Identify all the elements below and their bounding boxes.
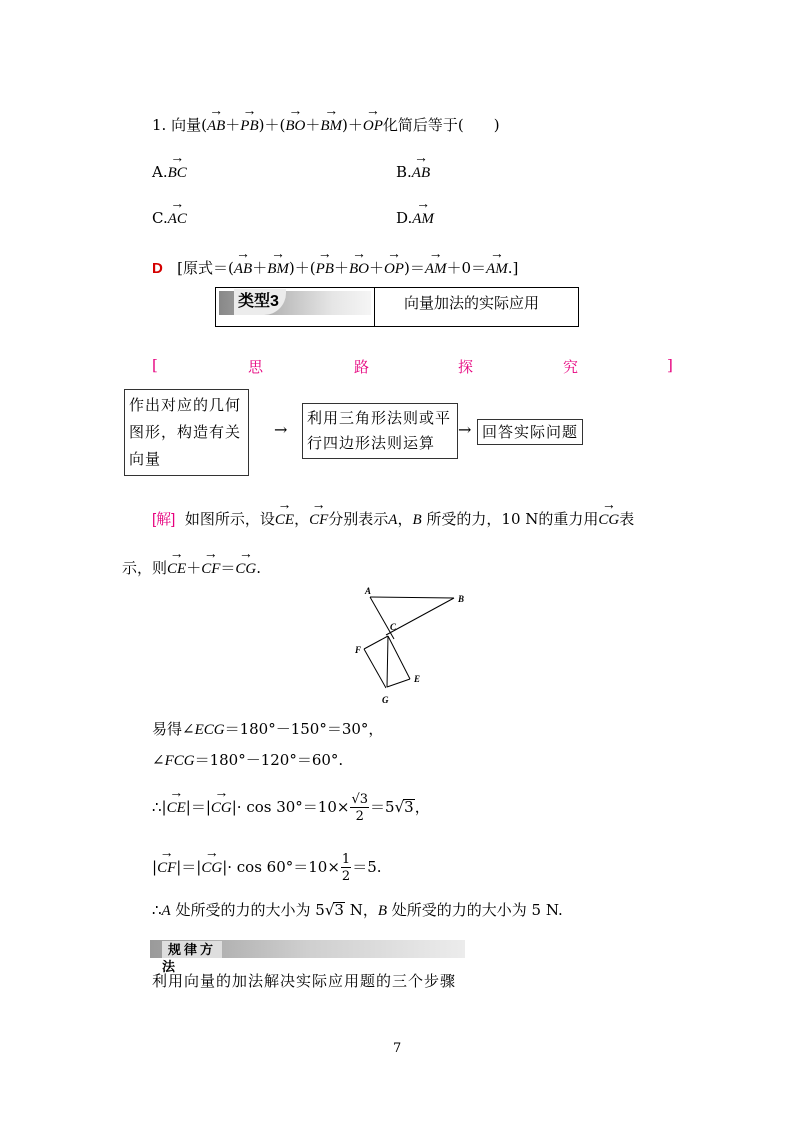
vector-op: → OP [363, 118, 383, 135]
line-fg [364, 649, 386, 688]
flow-arrow-2: → [458, 420, 472, 439]
fraction-root3-over-2: $\frac{√3}{2}$ [351, 792, 369, 824]
option-a: A.→ BC [152, 163, 187, 182]
math-line-4: |→ CF|＝|→ CG|· cos 60°＝10× $\frac{1}{2}$ ＝5. [152, 853, 382, 883]
force-diagram [350, 583, 480, 710]
label-b: B [458, 594, 465, 604]
line-ce [388, 636, 410, 679]
solution-line-2: 示，则→ CE＋→ CF＝→ CG. [122, 557, 261, 578]
question-1: 1. 向量(→ AB＋→ PB)＋(→ BO＋→ BM)＋→ OP化简后等于( ) [152, 114, 500, 135]
label-e: E [414, 674, 421, 684]
math-line-5: ∴A 处所受的力的大小为 5√3 N，B 处所受的力的大小为 5 N. [152, 901, 563, 919]
flow-step-1: 作出对应的几何图形，构造有关向量 [124, 389, 249, 476]
label-c: C [390, 622, 397, 632]
vector-bm: → BM [320, 118, 342, 135]
solution-tag: [解] [152, 511, 176, 528]
method-tag: 规律方法 [162, 941, 222, 958]
line-ac [370, 597, 394, 639]
line-ab [370, 597, 454, 598]
flow-arrow-1: → [274, 420, 288, 439]
type-title: 向量加法的实际应用 [404, 295, 540, 312]
answer-line: D [原式＝(→ AB＋→ BM)＋(→ PB＋→ BO＋→ OP)＝→ AM＋0＝→ AM.] [152, 257, 518, 278]
option-d: D.→ AM [396, 209, 434, 228]
math-line-2: ∠FCG＝180°－120°＝60°. [152, 751, 344, 769]
label-f: F [355, 645, 362, 655]
option-c: C.→ AC [152, 209, 187, 228]
label-a: A [365, 586, 372, 596]
option-b: B.→ AB [396, 163, 430, 182]
vector-ab: → AB [207, 118, 225, 135]
vector-bo: → BO [285, 118, 305, 135]
line-cg [387, 636, 388, 687]
answer-letter: D [152, 260, 163, 277]
flow-step-2: 利用三角形法则或平行四边形法则运算 [302, 403, 458, 459]
method-text: 利用向量的加法解决实际应用题的三个步骤 [152, 972, 457, 990]
line-eg [387, 679, 410, 687]
solution-line-1: [解] 如图所示，设→ CE，→ CF分别表示A，B 所受的力，10 N的重力用→ CG表 [152, 508, 634, 529]
type-tag: 类型3 [234, 289, 286, 315]
math-line-3: ∴|→ CE|＝|→ CG|· cos 30°＝10× $\frac{√3}{2}$ ＝5√3， [152, 793, 430, 823]
type-header [215, 287, 579, 327]
math-line-1: 易得∠ECG＝180°－150°＝30°， [152, 720, 384, 738]
page: 1. 向量(→ AB＋→ PB)＋(→ BO＋→ BM)＋→ OP化简后等于( ) A.→ BC B.→ AB C.→ AC D.→ AM D [原式＝(→ AB＋→ BM)＋(→ PB＋→ BO＋→ OP)＝→ AM＋0＝→ AM.] 类型3 向量加法的实际应用 [ 思 路 探 究 ] 作出对应的几何图形，构造有关向量 → 利用三角形法则或平行四边形法则运算 → 回答实际问题 [解] 如图所示，设→ CE，→ CF分别表示A，B 所受的力，10 N的重力用→ CG表 示，则→ CE＋→ CF＝→ CG. A B C F E G 易得∠ECG＝180°－150°＝30°， ∠FCG＝180°－120°＝60°. ∴|→ CE|＝|→ CG|· cos 30°＝10× $\frac{√3}{2}$ ＝5√3， |→ CF|＝|→ CG|· cos 60°＝10× $\frac{1}{2}$ ＝5. ∴A 处所受的力的大小为 5√3 N，B 处所受的力的大小为 5 N. 规律方法 利用向量的加法解决实际应用题的三个步骤 7 [0, 0, 793, 1122]
flow-step-3: 回答实际问题 [477, 419, 583, 445]
fraction-1-over-2: $\frac{1}{2}$ [341, 852, 351, 884]
type-tag-area [216, 288, 375, 326]
line-bc [386, 598, 454, 635]
method-header [150, 940, 465, 974]
label-g: G [382, 695, 389, 705]
page-number: 7 [393, 1041, 402, 1056]
vector-pb: → PB [240, 118, 258, 135]
line-cf [364, 636, 388, 649]
